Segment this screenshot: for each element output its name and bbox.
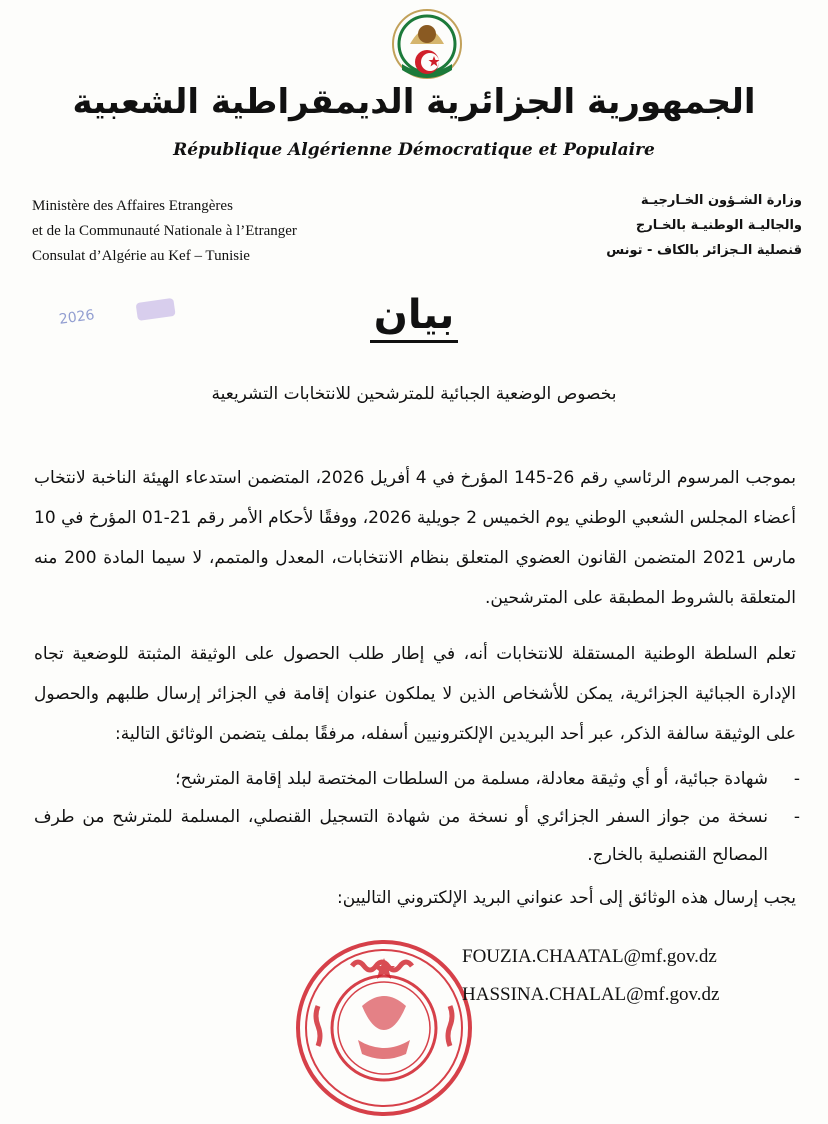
title-text: بيان: [370, 292, 459, 343]
ministry-header-french: [32, 194, 372, 269]
emblem-logo: [390, 4, 464, 88]
document-subject: بخصوص الوضعية الجبائية للمترشحين للانتخابات التشريعية: [211, 384, 617, 404]
ministry-line: et de la Communauté Nationale à l’Etranger: [32, 223, 297, 239]
send-instructions: يجب إرسال هذه الوثائق إلى أحد عنواني البريد الإلكتروني التاليين:: [337, 888, 796, 908]
ministry-line: وزارة الشـؤون الخـارجيـة: [640, 193, 802, 208]
paragraph-legal-basis: بموجب المرسوم الرئاسي رقم 26-145 المؤرخ في 4 أفريل 2026، المتضمن استدعاء الهيئة الناخبة لانتخاب أعضاء المجلس الشعبي الوطني يوم الخميس 2 جويلية 2026، ووفقًا لأحكام الأمر رقم 21-01 المؤرخ في 10 مارس 2021 المتضمن القانون العضوي المتعلق بنظام الانتخابات، المعدل والمتمم، لا سيما المادة 200 منه المتعلقة بالشروط المطبقة على المترشحين.: [34, 468, 797, 608]
list-item: [34, 798, 804, 874]
required-documents-list: [34, 760, 804, 874]
list-item-text: نسخة من جواز السفر الجزائري أو نسخة من شهادة التسجيل القنصلي، المسلمة للمترشح من طرف المصالح القنصلية بالخارج.: [34, 807, 768, 865]
ministry-line: والجاليـة الوطنيـة بالخـارج: [635, 218, 802, 233]
paragraph-announcement: تعلم السلطة الوطنية المستقلة للانتخابات أنه، في إطار طلب الحصول على الوثيقة المثبتة للوضعية تجاه الإدارة الجبائية الجزائرية، يمكن للأشخاص الذين لا يملكون عنوان إقامة في الجزائر إرسال طلبهم والحصول على الوثيقة سالفة الذكر، عبر أحد البريدين الإلكترونيين أسفله، مرفقًا بملف يتضمن الوثائق التالية:: [34, 644, 796, 744]
list-item: [34, 760, 804, 798]
consulate-line: قنصلية الـجزائر بالكاف - تونس: [606, 243, 802, 258]
email-address[interactable]: HASSINA.CHALAL@mf.gov.dz: [462, 984, 720, 1005]
consulate-line: Consulat d’Algérie au Kef – Tunisie: [32, 248, 250, 264]
republic-name-french: République Algérienne Démocratique et Populaire: [173, 140, 655, 160]
list-item-text: شهادة جبائية، أو أي وثيقة معادلة، مسلمة من السلطات المختصة لبلد إقامة المترشح؛: [175, 769, 768, 789]
bullet-marker: -: [793, 807, 800, 827]
stamp-year: 2026: [58, 307, 96, 328]
ministry-header-arabic: [502, 188, 802, 263]
republic-name-arabic: الجمهورية الجزائرية الديمقراطية الشعبية: [72, 82, 756, 122]
email-address[interactable]: FOUZIA.CHAATAL@mf.gov.dz: [462, 946, 717, 967]
document-title: [0, 292, 828, 338]
ministry-line: Ministère des Affaires Etrangères: [32, 198, 233, 214]
bullet-marker: -: [793, 769, 800, 789]
official-seal-stamp: [292, 936, 476, 1120]
